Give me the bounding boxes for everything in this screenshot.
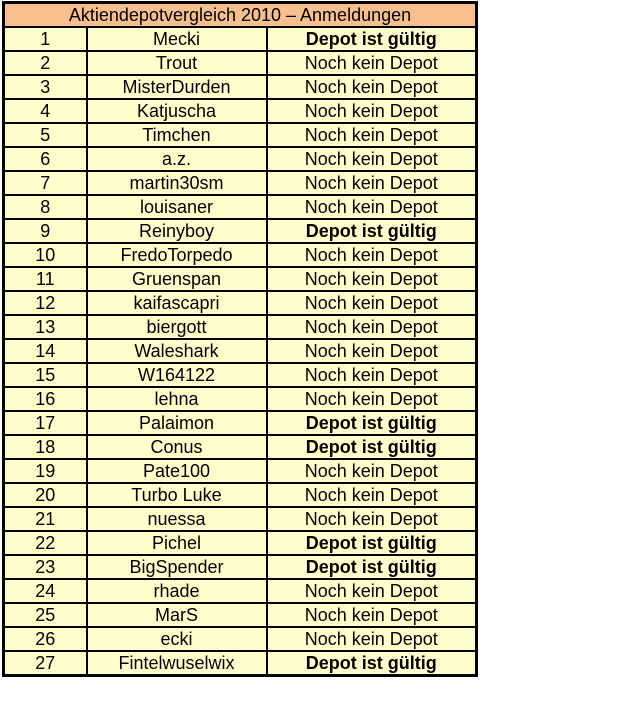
depot-status-cell: Depot ist gültig — [267, 435, 477, 459]
table-row — [4, 435, 477, 459]
table-title: Aktiendepotvergleich 2010 – Anmeldungen — [4, 3, 477, 28]
member-name-cell: kaifascapri — [87, 291, 267, 315]
table-row — [4, 363, 477, 387]
depot-status-cell: Noch kein Depot — [267, 387, 477, 411]
depot-comparison-table — [2, 1, 478, 677]
depot-status-cell: Noch kein Depot — [267, 99, 477, 123]
row-number-cell: 25 — [4, 603, 87, 627]
row-number-cell: 10 — [4, 243, 87, 267]
depot-status-cell: Depot ist gültig — [267, 219, 477, 243]
depot-status-cell: Noch kein Depot — [267, 171, 477, 195]
depot-status-cell: Depot ist gültig — [267, 531, 477, 555]
member-name-cell: lehna — [87, 387, 267, 411]
row-number-cell: 4 — [4, 99, 87, 123]
member-name-cell: Mecki — [87, 27, 267, 51]
member-name-cell: a.z. — [87, 147, 267, 171]
member-name-cell: martin30sm — [87, 171, 267, 195]
row-number-cell: 14 — [4, 339, 87, 363]
row-number-cell: 24 — [4, 579, 87, 603]
depot-status-cell: Noch kein Depot — [267, 363, 477, 387]
table-row — [4, 339, 477, 363]
depot-status-cell: Noch kein Depot — [267, 75, 477, 99]
row-number-cell: 15 — [4, 363, 87, 387]
depot-status-cell: Depot ist gültig — [267, 651, 477, 676]
depot-status-cell: Noch kein Depot — [267, 627, 477, 651]
member-name-cell: Trout — [87, 51, 267, 75]
row-number-cell: 12 — [4, 291, 87, 315]
member-name-cell: Turbo Luke — [87, 483, 267, 507]
member-name-cell: BigSpender — [87, 555, 267, 579]
table-row — [4, 651, 477, 676]
table-row — [4, 195, 477, 219]
table-row — [4, 387, 477, 411]
member-name-cell: Waleshark — [87, 339, 267, 363]
row-number-cell: 3 — [4, 75, 87, 99]
table-row — [4, 411, 477, 435]
depot-status-cell: Noch kein Depot — [267, 315, 477, 339]
depot-status-cell: Depot ist gültig — [267, 555, 477, 579]
table-row — [4, 603, 477, 627]
member-name-cell: Pate100 — [87, 459, 267, 483]
depot-status-cell: Noch kein Depot — [267, 123, 477, 147]
member-name-cell: Timchen — [87, 123, 267, 147]
row-number-cell: 22 — [4, 531, 87, 555]
member-name-cell: W164122 — [87, 363, 267, 387]
row-number-cell: 7 — [4, 171, 87, 195]
table-row — [4, 531, 477, 555]
table-row — [4, 579, 477, 603]
depot-status-cell: Depot ist gültig — [267, 27, 477, 51]
depot-status-cell: Noch kein Depot — [267, 267, 477, 291]
depot-status-cell: Noch kein Depot — [267, 243, 477, 267]
member-name-cell: ecki — [87, 627, 267, 651]
row-number-cell: 19 — [4, 459, 87, 483]
table-row — [4, 219, 477, 243]
row-number-cell: 18 — [4, 435, 87, 459]
member-name-cell: Gruenspan — [87, 267, 267, 291]
row-number-cell: 13 — [4, 315, 87, 339]
table-row — [4, 147, 477, 171]
depot-status-cell: Noch kein Depot — [267, 147, 477, 171]
row-number-cell: 16 — [4, 387, 87, 411]
table-title-row — [4, 3, 477, 28]
depot-status-cell: Noch kein Depot — [267, 603, 477, 627]
table-row — [4, 483, 477, 507]
depot-status-cell: Noch kein Depot — [267, 51, 477, 75]
table-row — [4, 507, 477, 531]
row-number-cell: 11 — [4, 267, 87, 291]
depot-status-cell: Noch kein Depot — [267, 195, 477, 219]
depot-status-cell: Noch kein Depot — [267, 291, 477, 315]
table-row — [4, 171, 477, 195]
depot-status-cell: Noch kein Depot — [267, 579, 477, 603]
member-name-cell: louisaner — [87, 195, 267, 219]
depot-status-cell: Noch kein Depot — [267, 459, 477, 483]
row-number-cell: 9 — [4, 219, 87, 243]
row-number-cell: 23 — [4, 555, 87, 579]
table-row — [4, 51, 477, 75]
member-name-cell: Conus — [87, 435, 267, 459]
member-name-cell: Katjuscha — [87, 99, 267, 123]
member-name-cell: rhade — [87, 579, 267, 603]
depot-status-cell: Noch kein Depot — [267, 483, 477, 507]
row-number-cell: 27 — [4, 651, 87, 676]
table-row — [4, 243, 477, 267]
depot-status-cell: Noch kein Depot — [267, 507, 477, 531]
table-body — [4, 27, 477, 676]
member-name-cell: Reinyboy — [87, 219, 267, 243]
row-number-cell: 6 — [4, 147, 87, 171]
table-row — [4, 627, 477, 651]
table-row — [4, 267, 477, 291]
table-row — [4, 555, 477, 579]
row-number-cell: 21 — [4, 507, 87, 531]
row-number-cell: 26 — [4, 627, 87, 651]
table-row — [4, 291, 477, 315]
table-row — [4, 75, 477, 99]
table-row — [4, 315, 477, 339]
row-number-cell: 5 — [4, 123, 87, 147]
row-number-cell: 20 — [4, 483, 87, 507]
row-number-cell: 17 — [4, 411, 87, 435]
row-number-cell: 8 — [4, 195, 87, 219]
member-name-cell: MisterDurden — [87, 75, 267, 99]
row-number-cell: 2 — [4, 51, 87, 75]
table-row — [4, 99, 477, 123]
member-name-cell: FredoTorpedo — [87, 243, 267, 267]
table-row — [4, 123, 477, 147]
depot-status-cell: Noch kein Depot — [267, 339, 477, 363]
member-name-cell: biergott — [87, 315, 267, 339]
member-name-cell: MarS — [87, 603, 267, 627]
member-name-cell: Fintelwuselwix — [87, 651, 267, 676]
member-name-cell: Palaimon — [87, 411, 267, 435]
depot-status-cell: Depot ist gültig — [267, 411, 477, 435]
row-number-cell: 1 — [4, 27, 87, 51]
table-row — [4, 459, 477, 483]
member-name-cell: nuessa — [87, 507, 267, 531]
member-name-cell: Pichel — [87, 531, 267, 555]
table-row — [4, 27, 477, 51]
